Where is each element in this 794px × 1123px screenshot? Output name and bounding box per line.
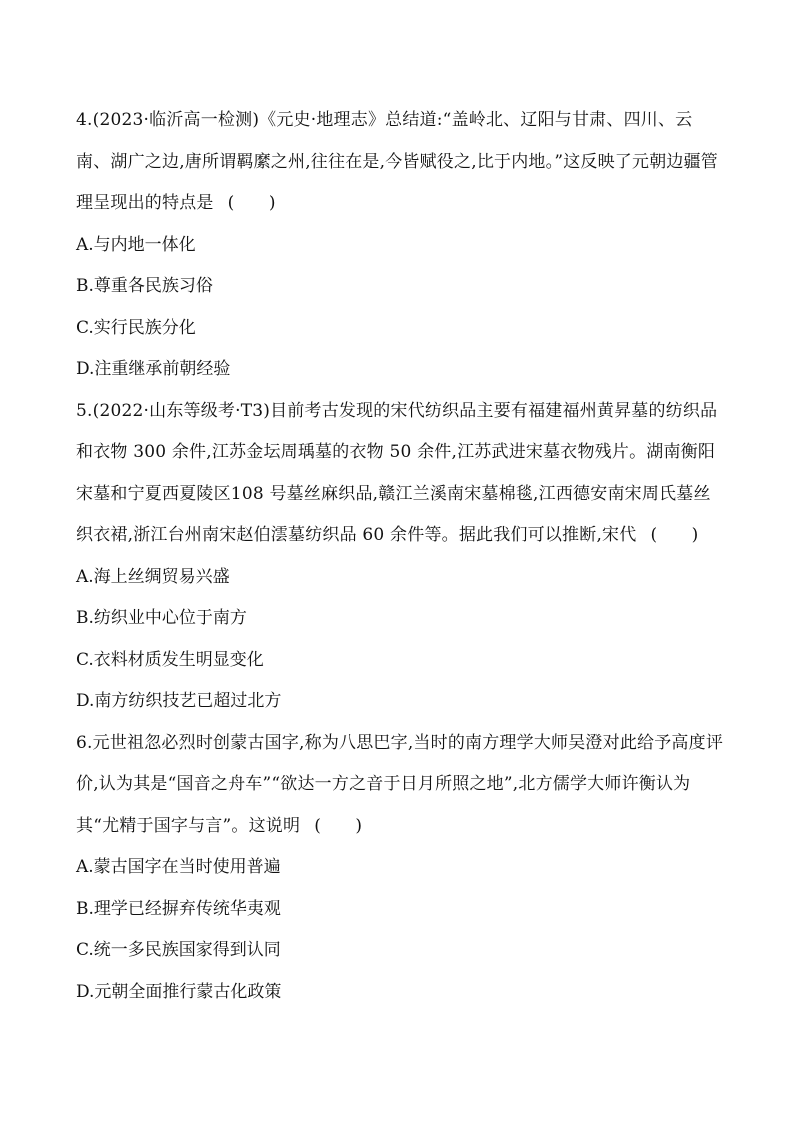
answer-blank: ( ): [227, 193, 276, 213]
option-b: B.理学已经摒弃传统华夷观: [76, 898, 281, 919]
question-stem-text: 6.元世祖忽必烈时创蒙古国字,称为八思巴字,当时的南方理学大师吴澄对此给予高度评价,认为其是“国音之舟车”“欲达一方之音于日月所照之地”,北方儒学大师许衡认为其“尤精于国字与言”。这说明: [76, 732, 724, 836]
question-stem-text: 4.(2023·临沂高一检测)《元史·地理志》总结道:“盖岭北、辽阳与甘肃、四川、云南、湖广之边,唐所谓羁縻之州,往往在是,今皆赋役之,比于内地。”这反映了元朝边疆管理呈现出的特点是: [76, 110, 719, 213]
option-b: B.纺织业中心位于南方: [76, 608, 247, 628]
option-d: D.南方纺织技艺已超过北方: [76, 691, 282, 711]
option-a: A.与内地一体化: [76, 234, 196, 255]
question-stem: [76, 391, 726, 557]
option-c: C.实行民族分化: [76, 317, 196, 338]
question-stem: [76, 723, 726, 848]
option-d: D.注重继承前朝经验: [76, 359, 231, 379]
question-stem: [76, 100, 726, 225]
question-stem-text: 5.(2022·山东等级考·T3)目前考古发现的宋代纺织品主要有福建福州黄昇墓的纺织品和衣物 300 余件,江苏金坛周瑀墓的衣物 50 余件,江苏武进宋墓衣物残片。湖南衡阳宋墓和宁夏西夏陵区108 号墓丝麻织品,赣江兰溪南宋墓棉毯,江西德安南宋周氏墓丝织衣裙,浙江台州南宋赵伯澐墓纺织品 60 余件等。据此我们可以推断,宋代: [76, 400, 718, 545]
question-4: [76, 100, 726, 391]
question-5: [76, 391, 726, 723]
option-c: C.统一多民族国家得到认同: [76, 940, 281, 960]
answer-blank: ( ): [314, 815, 363, 836]
document-page: [76, 100, 726, 1013]
option-d: D.元朝全面推行蒙古化政策: [76, 981, 282, 1002]
option-c: C.衣料材质发生明显变化: [76, 649, 264, 670]
option-b: B.尊重各民族习俗: [76, 276, 213, 296]
question-6: [76, 723, 726, 1014]
answer-blank: ( ): [650, 525, 699, 545]
option-a: A.海上丝绸贸易兴盛: [76, 566, 230, 587]
option-a: A.蒙古国字在当时使用普遍: [76, 857, 281, 877]
